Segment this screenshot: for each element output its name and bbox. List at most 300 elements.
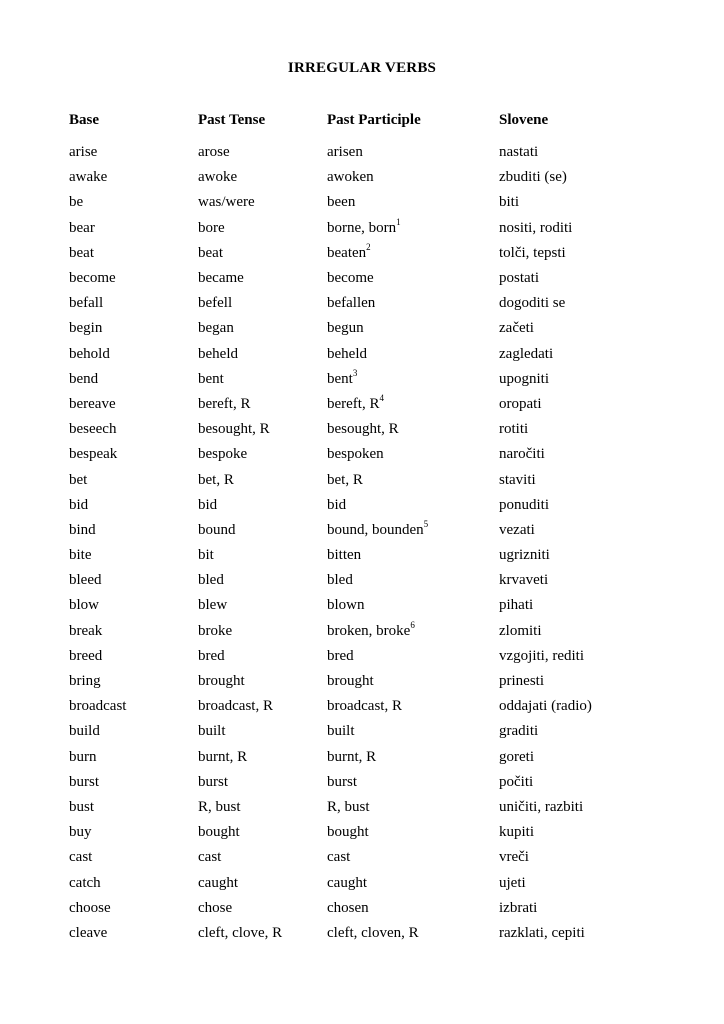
cell-past-tense [198,446,327,463]
cell-past-tense-text: beat [198,244,223,261]
cell-past-participle [327,648,499,665]
cell-slovene [499,900,699,917]
cell-past-participle [327,295,499,312]
cell-slovene [499,925,699,942]
cell-base-text: be [69,194,84,211]
footnote-marker: 4 [379,392,384,403]
cell-base-text: burn [69,748,97,765]
footnote-marker: 1 [396,216,401,227]
cell-past-participle-text: caught [327,874,367,891]
cell-past-tense [198,597,327,614]
cell-past-tense [198,648,327,665]
cell-slovene [499,597,699,614]
cell-slovene-text: pihati [499,597,534,614]
cell-slovene [499,295,699,312]
cell-past-tense [198,824,327,841]
table-row [69,216,699,241]
cell-slovene [499,245,699,262]
cell-slovene-text: ujeti [499,874,526,891]
cell-past-participle-text: chosen [327,899,369,916]
cell-base [69,396,198,413]
cell-slovene-text: vzgojiti, rediti [499,647,584,664]
cell-base-text: arise [69,144,98,161]
cell-past-participle-text: cast [327,849,351,866]
cell-slovene [499,698,699,715]
cell-past-participle [327,698,499,715]
table-row [69,543,699,568]
cell-slovene [499,875,699,892]
cell-base-text: blow [69,597,99,614]
cell-past-participle-text: awoken [327,169,374,186]
cell-slovene [499,320,699,337]
cell-past-tense-text: cleft, clove, R [198,924,283,941]
cell-base-text: bust [69,798,95,815]
cell-past-tense-text: befell [198,295,233,312]
cell-past-tense-text: burst [198,773,228,790]
cell-past-participle-text: bespoken [327,446,384,463]
cell-slovene [499,648,699,665]
cell-past-tense [198,572,327,589]
cell-slovene [499,547,699,564]
cell-slovene-text: začeti [499,320,534,337]
cell-base-text: cleave [69,924,108,941]
cell-past-tense-text: bent [198,370,224,387]
cell-base-text: bind [69,521,96,538]
cell-base-text: bid [69,496,89,513]
cell-past-tense-text: began [198,320,234,337]
cell-base [69,371,198,388]
cell-slovene [499,824,699,841]
table-body [69,140,699,946]
cell-past-participle-text: been [327,194,356,211]
cell-base-text: choose [69,899,111,916]
cell-past-participle [327,875,499,892]
cell-past-tense [198,194,327,211]
cell-base-text: catch [69,874,101,891]
cell-past-participle [327,446,499,463]
cell-past-tense [198,346,327,363]
cell-past-tense [198,396,327,413]
table-row [69,165,699,190]
cell-base-text: bet [69,471,88,488]
cell-past-participle [327,216,499,237]
cell-past-participle-text: bled [327,572,353,589]
table-row [69,442,699,467]
cell-base [69,421,198,438]
cell-base-text: broadcast [69,698,127,715]
cell-past-tense-text: bore [198,219,225,236]
cell-past-tense [198,623,327,640]
table-row [69,870,699,895]
cell-base [69,799,198,816]
table-row [69,342,699,367]
cell-base [69,194,198,211]
cell-past-participle-text: cleft, cloven, R [327,924,419,941]
table-row [69,493,699,518]
cell-past-tense-text: bid [198,496,218,513]
cell-past-tense [198,169,327,186]
cell-base [69,723,198,740]
cell-past-tense-text: bespoke [198,446,248,463]
cell-past-tense-text: bereft, R [198,395,251,412]
cell-past-participle-text: burnt, R [327,748,377,765]
cell-past-participle-text: bet, R [327,471,363,488]
cell-past-participle-text: brought [327,673,374,690]
cell-past-tense [198,749,327,766]
table-header-row [69,109,699,131]
cell-base-text: bleed [69,572,102,589]
cell-slovene-text: prinesti [499,673,544,690]
cell-past-participle-text: R, bust [327,798,370,815]
cell-past-tense-text: broadcast, R [198,698,273,715]
cell-slovene-text: staviti [499,471,536,488]
cell-slovene [499,799,699,816]
cell-past-tense [198,849,327,866]
cell-past-tense-text: caught [198,874,238,891]
cell-slovene [499,472,699,489]
cell-past-participle [327,241,499,262]
cell-past-participle [327,270,499,287]
cell-past-participle [327,392,499,413]
cell-past-tense-text: bet, R [198,471,234,488]
page-title: IRREGULAR VERBS [287,60,437,76]
cell-base [69,245,198,262]
cell-slovene [499,572,699,589]
cell-slovene [499,371,699,388]
cell-past-tense-text: broke [198,622,233,639]
cell-slovene [499,346,699,363]
table-row [69,669,699,694]
cell-past-tense-text: R, bust [198,798,241,815]
table-row [69,845,699,870]
cell-past-tense-text: brought [198,673,245,690]
cell-past-tense [198,421,327,438]
table-row [69,266,699,291]
cell-slovene-text: oropati [499,395,542,412]
cell-past-participle-text: bred [327,647,354,664]
cell-base [69,749,198,766]
footnote-marker: 3 [352,367,358,378]
cell-past-participle [327,421,499,438]
cell-past-tense [198,723,327,740]
cell-slovene [499,623,699,640]
cell-past-tense-text: blew [198,597,228,614]
cell-past-participle [327,799,499,816]
cell-slovene-text: počiti [499,773,534,790]
cell-past-tense [198,371,327,388]
cell-past-participle [327,547,499,564]
cell-base [69,295,198,312]
cell-slovene-text: nositi, roditi [499,219,573,236]
table-row [69,467,699,492]
cell-base [69,900,198,917]
cell-base [69,849,198,866]
cell-past-tense [198,900,327,917]
cell-past-participle [327,169,499,186]
cell-base-text: befall [69,295,104,312]
cell-slovene-text: vezati [499,521,535,538]
cell-slovene [499,849,699,866]
cell-past-participle-text: bound, bounden [327,521,424,538]
cell-slovene-text: dogoditi se [499,295,566,312]
cell-slovene-text: razklati, cepiti [499,924,585,941]
cell-base [69,547,198,564]
cell-past-tense-text: was/were [198,194,255,211]
cell-past-tense-text: became [198,270,244,287]
cell-slovene [499,144,699,161]
cell-past-tense [198,270,327,287]
table-row [69,316,699,341]
cell-past-participle [327,849,499,866]
table-row [69,140,699,165]
cell-past-tense-text: bit [198,547,214,564]
table-row [69,291,699,316]
cell-slovene-text: rotiti [499,421,529,438]
table-row [69,392,699,417]
cell-past-participle-text: burst [327,773,357,790]
cell-past-participle-text: besought, R [327,421,399,438]
cell-base-text: bite [69,547,92,564]
cell-past-tense [198,245,327,262]
cell-past-participle [327,723,499,740]
cell-past-tense [198,522,327,539]
cell-base [69,698,198,715]
cell-past-participle-text: bereft, R [327,395,380,412]
header-base: Base [69,111,99,128]
table-row [69,719,699,744]
table-row [69,921,699,946]
cell-slovene-text: vreči [499,849,529,866]
cell-slovene [499,673,699,690]
table-row [69,770,699,795]
cell-slovene-text: graditi [499,723,539,740]
table-row [69,619,699,644]
cell-past-participle [327,194,499,211]
cell-slovene-text: naročiti [499,446,545,463]
cell-slovene [499,270,699,287]
cell-base [69,925,198,942]
cell-slovene-text: zagledati [499,345,554,362]
cell-past-tense [198,295,327,312]
cell-base-text: breed [69,647,103,664]
cell-base-text: cast [69,849,93,866]
cell-past-participle-text: begun [327,320,364,337]
footnote-marker: 5 [423,518,429,529]
cell-base-text: break [69,622,103,639]
cell-slovene [499,194,699,211]
cell-base-text: bend [69,370,99,387]
cell-past-participle-text: blown [327,597,365,614]
cell-past-participle [327,572,499,589]
cell-past-tense-text: besought, R [198,421,270,438]
cell-slovene-text: izbrati [499,899,538,916]
table-row [69,896,699,921]
cell-base-text: bear [69,219,95,236]
cell-past-participle-text: become [327,270,374,287]
cell-past-tense-text: cast [198,849,222,866]
cell-past-participle [327,346,499,363]
cell-slovene [499,749,699,766]
cell-past-participle-text: borne, born [327,219,397,236]
cell-base [69,648,198,665]
cell-base [69,144,198,161]
cell-past-participle-text: broadcast, R [327,698,402,715]
cell-past-tense [198,799,327,816]
cell-base-text: build [69,723,100,740]
cell-past-participle [327,900,499,917]
cell-past-participle [327,320,499,337]
cell-base [69,346,198,363]
table-row [69,518,699,543]
header-past-participle: Past Participle [327,111,421,128]
table-row [69,694,699,719]
cell-past-participle-text: bought [327,824,369,841]
cell-base [69,169,198,186]
cell-past-participle-text: bent [327,370,353,387]
table-row [69,190,699,215]
cell-slovene [499,446,699,463]
cell-past-participle-text: bitten [327,547,362,564]
cell-past-tense [198,673,327,690]
cell-slovene-text: uničiti, razbiti [499,798,584,815]
cell-base [69,497,198,514]
table-row [69,644,699,669]
table-row [69,241,699,266]
cell-slovene-text: goreti [499,748,534,765]
cell-past-participle-text: arisen [327,144,363,161]
cell-slovene [499,396,699,413]
cell-base-text: bring [69,673,101,690]
cell-slovene-text: ponuditi [499,496,550,513]
cell-base [69,572,198,589]
cell-past-tense-text: beheld [198,345,238,362]
cell-slovene-text: upogniti [499,370,550,387]
cell-slovene-text: krvaveti [499,572,549,589]
cell-base-text: become [69,270,116,287]
cell-past-participle [327,367,499,388]
cell-past-participle-text: beheld [327,345,367,362]
cell-past-tense-text: awoke [198,169,238,186]
cell-base [69,597,198,614]
table-row [69,820,699,845]
cell-past-tense [198,925,327,942]
cell-past-participle-text: built [327,723,355,740]
cell-slovene-text: zbuditi (se) [499,169,567,186]
cell-past-tense [198,698,327,715]
cell-base-text: begin [69,320,103,337]
cell-past-tense [198,144,327,161]
cell-past-tense [198,472,327,489]
cell-past-participle-text: befallen [327,295,376,312]
cell-base [69,472,198,489]
cell-past-participle [327,774,499,791]
cell-past-participle-text: bid [327,496,347,513]
cell-base-text: beat [69,244,94,261]
cell-past-tense [198,547,327,564]
cell-past-tense-text: burnt, R [198,748,248,765]
cell-past-tense-text: chose [198,899,233,916]
cell-slovene-text: ugrizniti [499,547,550,564]
cell-slovene-text: nastati [499,144,539,161]
footnote-marker: 6 [410,619,415,630]
cell-slovene-text: tolči, tepsti [499,244,566,261]
cell-past-participle [327,497,499,514]
cell-past-tense [198,875,327,892]
table-row [69,367,699,392]
cell-past-tense [198,320,327,337]
cell-slovene-text: biti [499,194,520,211]
cell-past-tense-text: built [198,723,226,740]
cell-base [69,220,198,237]
cell-past-tense [198,497,327,514]
cell-past-tense-text: bound [198,521,236,538]
cell-base-text: bereave [69,395,116,412]
cell-slovene-text: postati [499,270,539,287]
cell-past-participle [327,673,499,690]
footnote-marker: 2 [366,241,371,252]
cell-base [69,270,198,287]
cell-base-text: burst [69,773,99,790]
cell-past-tense-text: bred [198,647,225,664]
cell-slovene [499,421,699,438]
cell-past-tense-text: arose [198,144,230,161]
cell-past-participle [327,597,499,614]
cell-past-participle-text: broken, broke [327,622,411,639]
cell-past-participle [327,518,499,539]
verb-table [69,109,699,946]
cell-past-participle [327,824,499,841]
cell-slovene [499,169,699,186]
cell-slovene [499,497,699,514]
cell-past-tense-text: bled [198,572,224,589]
cell-base [69,673,198,690]
table-row [69,568,699,593]
header-slovene: Slovene [499,111,549,128]
header-past-tense: Past Tense [198,111,266,128]
cell-slovene-text: kupiti [499,824,535,841]
cell-base [69,824,198,841]
cell-base-text: awake [69,169,108,186]
cell-slovene [499,774,699,791]
cell-base [69,774,198,791]
cell-base-text: behold [69,345,110,362]
cell-base [69,446,198,463]
cell-base [69,875,198,892]
cell-past-tense [198,220,327,237]
cell-slovene [499,522,699,539]
table-row [69,795,699,820]
table-row [69,593,699,618]
cell-past-tense-text: bought [198,824,240,841]
cell-slovene-text: zlomiti [499,622,542,639]
cell-base-text: buy [69,824,92,841]
cell-past-participle [327,144,499,161]
cell-past-participle [327,472,499,489]
cell-past-tense [198,774,327,791]
cell-past-participle [327,619,499,640]
cell-past-participle-text: beaten [327,244,367,261]
table-row [69,417,699,442]
cell-slovene-text: oddajati (radio) [499,698,592,715]
cell-slovene [499,220,699,237]
cell-base [69,320,198,337]
cell-base-text: beseech [69,421,117,438]
cell-past-participle [327,925,499,942]
cell-past-participle [327,749,499,766]
table-row [69,745,699,770]
cell-base-text: bespeak [69,446,118,463]
cell-base [69,623,198,640]
